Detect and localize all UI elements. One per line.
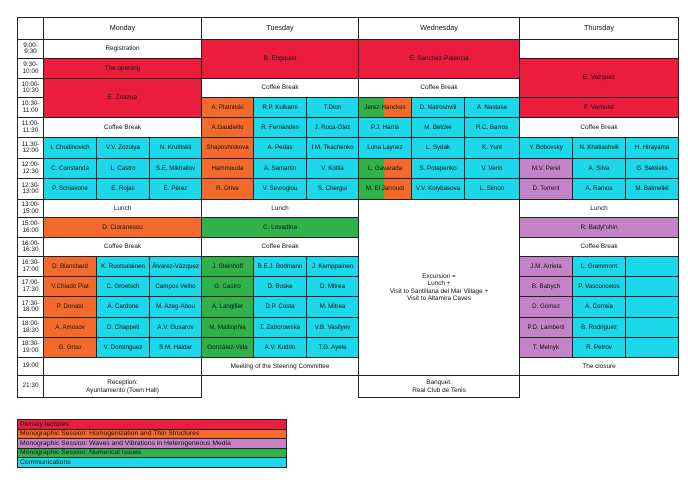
session-cell: The opening: [43, 58, 202, 79]
time-label: 19:00: [17, 357, 44, 376]
talk-cell: A. Nastase: [464, 97, 520, 118]
session-cell: E. Zuazua: [43, 78, 202, 118]
talk-cell: J. Kemppainen: [306, 256, 359, 277]
session-cell: D. Cioranescu: [43, 217, 202, 238]
session-cell: Lunch: [43, 199, 202, 218]
talk-cell: S. Potapenko: [411, 158, 465, 179]
talk-cell: V.V. Kolybasova: [411, 178, 465, 200]
time-label: 21:30: [17, 375, 44, 398]
talk-cell: E. Pérez: [149, 178, 202, 200]
talk-cell: M. Balmelkii: [625, 178, 679, 200]
talk-cell: Álvarez-Vázquez: [149, 256, 202, 277]
talk-cell: Campos Velho: [149, 276, 202, 297]
session-cell: R. Badyl'shin: [519, 217, 679, 238]
talk-cell: J. Roca-Glez: [306, 117, 359, 138]
session-cell: Lunch: [201, 199, 359, 218]
talk-cell: D. Natroshvili: [411, 97, 465, 118]
time-label: 12:30- 13:00: [17, 178, 44, 200]
talk-cell: R.P. Kulkarni: [253, 97, 307, 118]
day-header: Monday: [43, 17, 202, 40]
session-cell: Banquet: Real Club de Tenis: [358, 375, 520, 398]
time-label: 10:00- 10:30: [17, 78, 44, 98]
time-label: 12:00- 12:30: [17, 158, 44, 179]
talk-cell: [625, 276, 679, 297]
time-label: 13:00- 15:00: [17, 199, 44, 218]
talk-cell: A. Correia: [572, 296, 626, 318]
talk-cell: N. Khatiashvili: [572, 137, 626, 159]
talk-cell: M. Azeg-Ahou: [149, 296, 202, 318]
talk-cell: K. Ruotsalainen: [96, 256, 150, 277]
talk-cell: V. Domínguez: [96, 337, 150, 358]
time-label: 9:00- 9:30: [17, 39, 44, 59]
talk-cell: A.V. Kudrin: [253, 337, 307, 358]
talk-cell: P. Schiavone: [43, 178, 97, 200]
talk-cell: Shaposhnikova: [201, 137, 254, 159]
talk-cell: V.V. Zozulya: [96, 137, 150, 159]
talk-cell: V. Kotlia: [306, 158, 359, 179]
talk-cell: Y. Bobovsky: [519, 137, 573, 159]
talk-cell: Luna Laynez: [358, 137, 412, 159]
talk-cell: A. Langlfier: [201, 296, 254, 318]
session-cell: F. Verhulst: [519, 97, 679, 118]
talk-cell: S.E. Mikhailov: [149, 158, 202, 179]
day-header: Tuesday: [201, 17, 359, 40]
talk-cell: V.Chiadò Piat: [43, 276, 97, 297]
time-label: 16:00- 16:30: [17, 237, 44, 257]
talk-cell: [625, 317, 679, 338]
legend-item: Monographic Session: Waves and Vibrations in Heterogeneous Media: [17, 438, 287, 449]
legend-item: Communications: [17, 457, 287, 468]
talk-cell: D.P. Costa: [253, 296, 307, 318]
talk-cell: M. Betcke: [411, 117, 465, 138]
legend-item: Plenary lectures: [17, 419, 287, 430]
talk-cell: B. Rodriguez: [572, 317, 626, 338]
talk-cell: [625, 256, 679, 277]
talk-cell: L. Sydak: [411, 137, 465, 159]
talk-cell: L. Grammont: [572, 256, 626, 277]
talk-cell: A. Piatnitski: [201, 97, 254, 118]
day-header: Wednesday: [358, 17, 520, 40]
session-cell: The closure: [519, 357, 679, 376]
talk-cell: A. Pedas: [253, 137, 307, 159]
talk-cell: C. Constanda: [43, 158, 97, 179]
talk-cell: D. Buske: [253, 276, 307, 297]
talk-cell: M. El Jarroudi: [358, 178, 412, 200]
talk-cell: B. Babych: [519, 276, 573, 297]
talk-cell: S. Chergui: [306, 178, 359, 200]
talk-cell: A. Silva: [572, 158, 626, 179]
session-cell: Meeting of the Steering Committee: [201, 357, 359, 376]
talk-cell: M.V. Perel: [519, 158, 573, 179]
talk-cell: D. Chappell: [96, 317, 150, 338]
time-label: 18:00- 18:30: [17, 317, 44, 338]
talk-cell: R. Petrov: [572, 337, 626, 358]
talk-cell: K. Yunt: [464, 137, 520, 159]
talk-cell: A.V. Gusarov: [149, 317, 202, 338]
talk-cell: A. Amosov: [43, 317, 97, 338]
talk-cell: P. Donato: [43, 296, 97, 318]
session-cell: Coffee Break: [519, 237, 679, 257]
time-label: 17:30- 18:00: [17, 296, 44, 318]
session-cell: Coffee Break: [43, 237, 202, 257]
talk-cell: D. Blanchard: [43, 256, 97, 277]
time-label: 15:00- 16:00: [17, 217, 44, 238]
day-header: Thursday: [519, 17, 679, 40]
talk-cell: G. Castro: [201, 276, 254, 297]
talk-cell: I.M. Tkachenko: [306, 137, 359, 159]
talk-cell: T. Zaborowska: [253, 317, 307, 338]
talk-cell: D. Mitrea: [306, 276, 359, 297]
talk-cell: V. Verin: [464, 158, 520, 179]
session-cell: Coffee Break: [201, 78, 359, 98]
talk-cell: C. Groetsch: [96, 276, 150, 297]
talk-cell: L. Simon: [464, 178, 520, 200]
talk-cell: L. Gavarada: [358, 158, 412, 179]
talk-cell: A. Samartin: [253, 158, 307, 179]
time-label: 18:30- 19:00: [17, 337, 44, 358]
time-label: 11:30- 12:00: [17, 137, 44, 159]
time-label: 11:00- 11:30: [17, 117, 44, 138]
talk-cell: Jerez-Hanckes: [358, 97, 412, 118]
time-label: 17:00- 17:30: [17, 276, 44, 297]
talk-cell: N. Krutitskii: [149, 137, 202, 159]
time-label: 9:30- 10:00: [17, 58, 44, 79]
talk-cell: Hammouda: [201, 158, 254, 179]
session-cell: Registration: [43, 39, 202, 59]
session-cell: Coffee Break: [201, 237, 359, 257]
session-cell: Excursion = Lunch + Visit to Santillana del Mar Village + Visit to Altamira Caves: [358, 199, 520, 376]
legend-item: Monographic Session: Numerical Issues: [17, 448, 287, 459]
talk-cell: I. Chudinovich: [43, 137, 97, 159]
talk-cell: B.E.J. Bodmann: [253, 256, 307, 277]
session-cell: Reception: Ayuntamiento (Town Hall): [43, 375, 202, 398]
session-cell: [519, 39, 679, 59]
talk-cell: R. Orive: [201, 178, 254, 200]
talk-cell: T. Melnyk: [519, 337, 573, 358]
talk-cell: G. Sekkelis: [625, 158, 679, 179]
legend-item: Monographic Session: Homogenization and Thin Structures: [17, 429, 287, 440]
corner-cell: [17, 17, 44, 40]
talk-cell: [625, 337, 679, 358]
talk-cell: P.D. Lamberti: [519, 317, 573, 338]
talk-cell: H. Hirayama: [625, 137, 679, 159]
session-cell: E. Vazquez: [519, 58, 679, 98]
session-cell: B. Engquist: [201, 39, 359, 79]
talk-cell: E. Rojas: [96, 178, 150, 200]
talk-cell: J.M. Arrieta: [519, 256, 573, 277]
talk-cell: P. Vasconcelos: [572, 276, 626, 297]
session-cell: C. Lovadina: [201, 217, 359, 238]
talk-cell: A. Cardone: [96, 296, 150, 318]
talk-cell: D. Gómez: [519, 296, 573, 318]
time-label: 16:30- 17:00: [17, 256, 44, 277]
talk-cell: T.Dion: [306, 97, 359, 118]
talk-cell: J. Steinhoff: [201, 256, 254, 277]
session-cell: Coffee Break: [519, 117, 679, 138]
session-cell: E. Sanchez-Palencia: [358, 39, 520, 79]
talk-cell: R. Fernandes: [253, 117, 307, 138]
talk-cell: R.C. Barros: [464, 117, 520, 138]
talk-cell: P.J. Harris: [358, 117, 412, 138]
time-label: 10:30- 11:00: [17, 97, 44, 118]
talk-cell: [625, 296, 679, 318]
talk-cell: González-Vida: [201, 337, 254, 358]
talk-cell: S.M. Haidar: [149, 337, 202, 358]
talk-cell: M. Mitrea: [306, 296, 359, 318]
session-cell: Coffee Break: [43, 117, 202, 138]
talk-cell: M. Malliophia: [201, 317, 254, 338]
talk-cell: T.G. Ayele: [306, 337, 359, 358]
talk-cell: V.B. Vasilyev: [306, 317, 359, 338]
talk-cell: L. Castro: [96, 158, 150, 179]
talk-cell: V. Sevroglou: [253, 178, 307, 200]
talk-cell: G. Griso: [43, 337, 97, 358]
session-cell: Lunch: [519, 199, 679, 218]
talk-cell: D. Torrent: [519, 178, 573, 200]
talk-cell: A.Gaudiello: [201, 117, 254, 138]
session-cell: Coffee Break: [358, 78, 520, 98]
talk-cell: A. Ramos: [572, 178, 626, 200]
